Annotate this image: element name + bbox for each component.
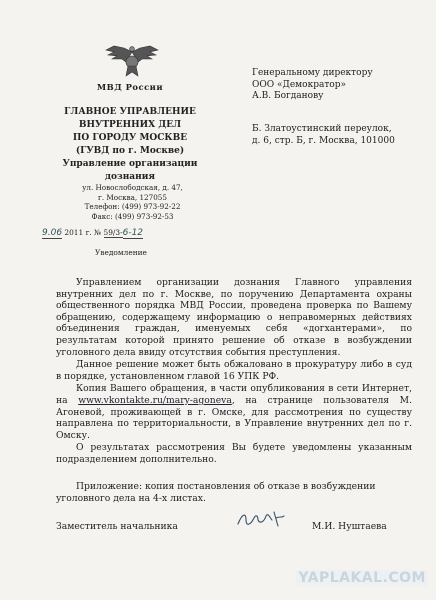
recipient-address bbox=[252, 124, 432, 147]
vkontakte-link[interactable]: www.vkontakte.ru/mary-agoneva bbox=[78, 394, 232, 406]
reg-number: 59/3- bbox=[103, 228, 123, 237]
address-line: г. Москва, 127055 bbox=[98, 192, 167, 202]
reg-year: 2011 г. № bbox=[64, 228, 102, 237]
recipient-line: Генеральному директору bbox=[252, 68, 373, 78]
site-watermark: YAPLAKAL.COM bbox=[298, 570, 426, 586]
paragraph-text: Копия Вашего обращения, в части опубликования в сети Интернет, на bbox=[56, 383, 412, 406]
org-line: ПО ГОРОДУ МОСКВЕ bbox=[72, 133, 188, 143]
organization-block bbox=[50, 106, 210, 184]
handwritten-signature-icon bbox=[234, 508, 286, 532]
reg-date: 9.06 bbox=[42, 228, 63, 238]
sender-address bbox=[60, 183, 205, 221]
document-type: Уведомление bbox=[95, 248, 147, 257]
letter-body bbox=[56, 277, 412, 467]
paragraph: О результатах рассмотрения Вы будете уведомлены указанным подразделением дополнительно. bbox=[56, 442, 412, 465]
registration-line bbox=[42, 228, 212, 239]
signatory-name: М.И. Нуштаева bbox=[312, 521, 387, 532]
org-line: дознания bbox=[104, 172, 156, 182]
org-line: ВНУТРЕННИХ ДЕЛ bbox=[78, 120, 182, 130]
reg-number-handwritten: 6-12 bbox=[122, 228, 144, 238]
recipient-address-line: д. 6, стр. Б, г. Москва, 101000 bbox=[252, 135, 395, 146]
signatory-title: Заместитель начальника bbox=[56, 521, 178, 532]
paragraph: Управлением организации дознания Главного управления внутренних дел по г. Москве, по поручению Департамента охраны общественного порядка МВД России, проведена проверка по Вашему обращению, содержащему информацию о неправомерных действиях объединения граждан, именуемых себя «догхантерами», по результатам которой принято решение об отказе в возбуждении уголовного дела ввиду отсутствия события преступления. bbox=[56, 277, 412, 358]
recipient-line: А.В. Богданову bbox=[252, 91, 324, 101]
recipient-block bbox=[252, 68, 427, 103]
paragraph: Данное решение может быть обжаловано в прокуратуру либо в суд в порядке, установленном главой 16 УПК РФ. bbox=[56, 359, 412, 382]
address-line: Телефон: (499) 973-92-22 bbox=[84, 202, 181, 212]
org-line: Управление организации bbox=[62, 159, 198, 169]
recipient-line: ООО «Демократор» bbox=[252, 79, 346, 90]
recipient-address-line: Б. Златоустинский переулок, bbox=[252, 124, 392, 134]
address-line: Факс: (499) 973-92-53 bbox=[91, 211, 174, 221]
mvd-emblem-icon bbox=[104, 44, 160, 78]
paragraph-text: , на странице пользователя М. Агоневой, проживающей в г. Омске, для рассмотрения по существу направлена по территориальности, в Управление внутренних дел по г. Омску. bbox=[56, 394, 412, 441]
ministry-name: МВД России bbox=[96, 82, 164, 92]
attachment-note: Приложение: копия постановления об отказе в возбуждении уголовного дела на 4-х листах. bbox=[56, 481, 376, 504]
paragraph bbox=[56, 383, 412, 441]
org-line: ГЛАВНОЕ УПРАВЛЕНИЕ bbox=[64, 107, 196, 117]
org-line: (ГУВД по г. Москве) bbox=[75, 146, 185, 156]
address-line: ул. Новослободская, д. 47, bbox=[82, 183, 183, 192]
